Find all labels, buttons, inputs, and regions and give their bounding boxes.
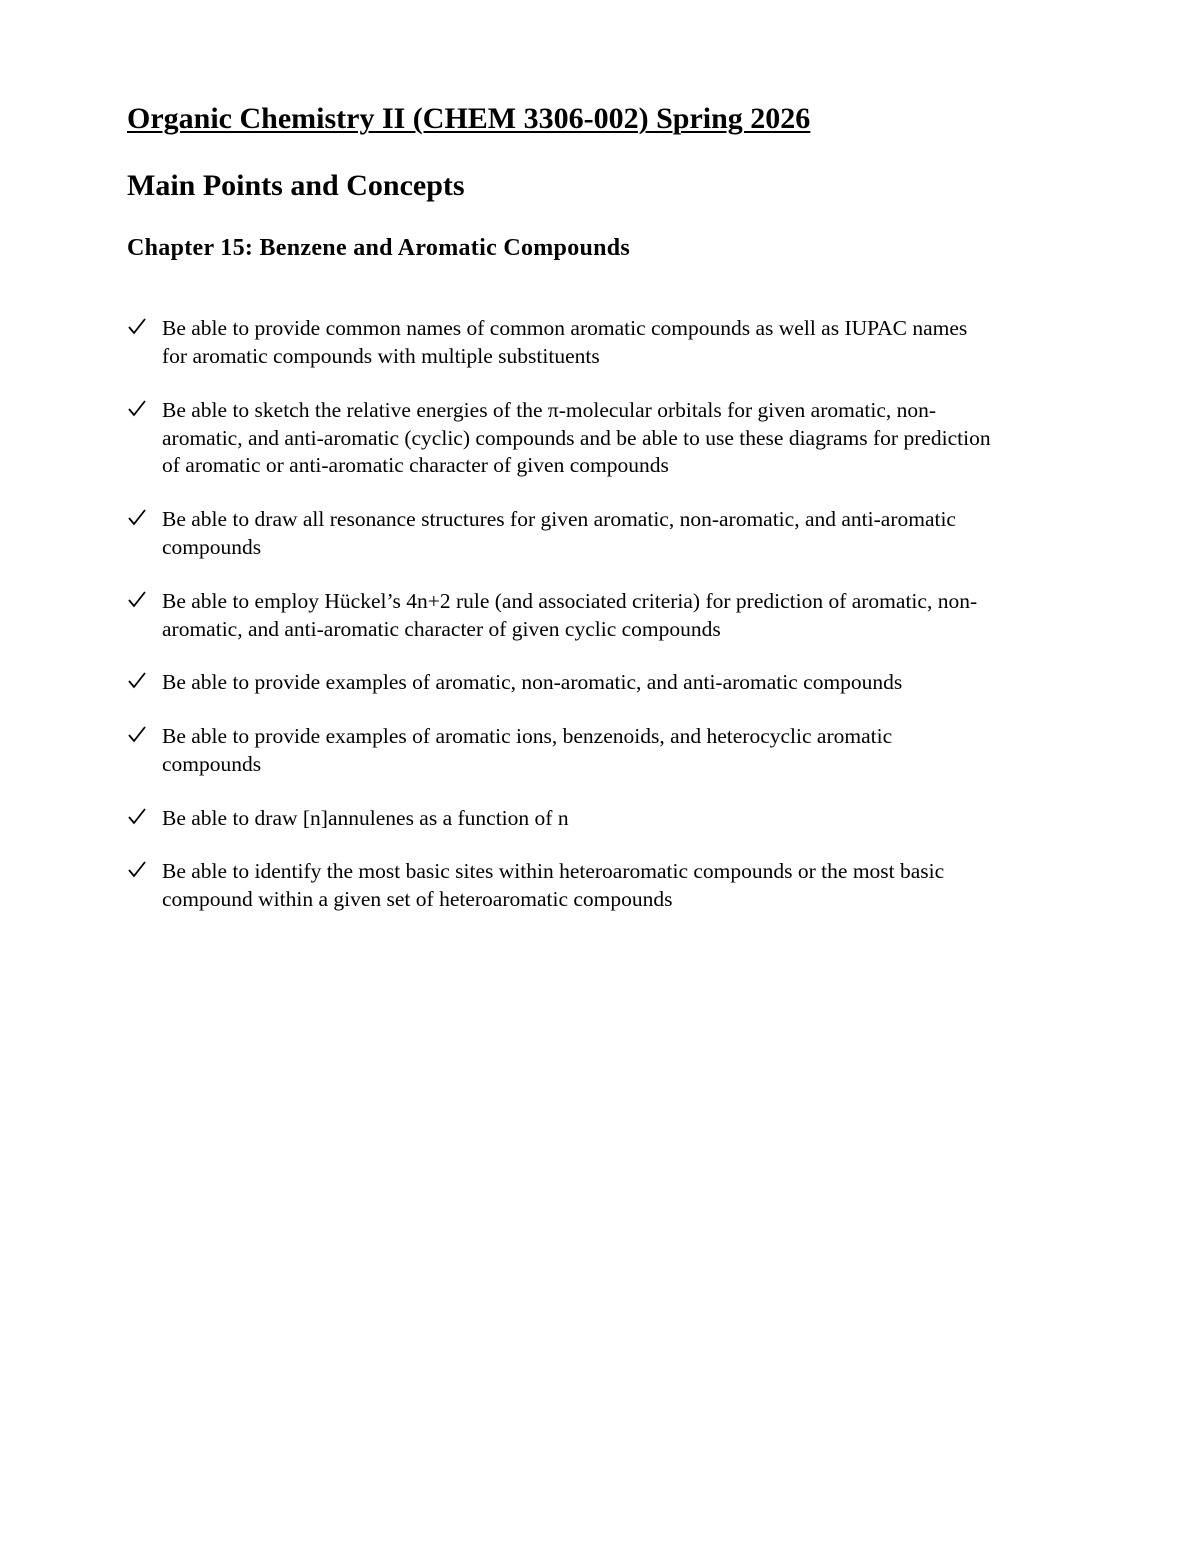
- concept-item: [127, 397, 1077, 480]
- concept-text: Be able to sketch the relative energies of the π-molecular orbitals for given aromatic, non- aromatic, and anti-aromatic (cyclic) compounds and be able to use these diagrams for prediction of aromatic or anti-aromatic character of given compounds: [162, 398, 991, 477]
- chapter-heading: Chapter 15: Benzene and Aromatic Compounds: [127, 235, 631, 261]
- concept-item: [127, 506, 1077, 561]
- concept-text: Be able to identify the most basic sites within heteroaromatic compounds or the most basic compound within a given set of heteroaromatic compounds: [162, 859, 945, 911]
- concept-text: Be able to draw all resonance structures for given aromatic, non-aromatic, and anti-aromatic compounds: [162, 507, 956, 559]
- concept-text: Be able to employ Hückel’s 4n+2 rule (and associated criteria) for prediction of aromatic, non- aromatic, and anti-aromatic character of given cyclic compounds: [162, 589, 978, 641]
- concept-text: Be able to draw [n]annulenes as a function of n: [162, 806, 569, 830]
- concept-item: [127, 805, 1077, 833]
- checkmark-icon: [127, 859, 147, 879]
- checkmark-icon: [127, 316, 147, 336]
- document-subtitle: Main Points and Concepts: [127, 169, 465, 202]
- concept-item: [127, 723, 1077, 778]
- checkmark-icon: [127, 398, 147, 418]
- concept-item: [127, 669, 1077, 697]
- checkmark-icon: [127, 724, 147, 744]
- concept-text: Be able to provide examples of aromatic ions, benzenoids, and heterocyclic aromatic compounds: [162, 724, 893, 776]
- concept-item: [127, 588, 1077, 643]
- concept-item: [127, 858, 1077, 913]
- concept-text: Be able to provide common names of common aromatic compounds as well as IUPAC names for aromatic compounds with multiple substituents: [162, 316, 968, 368]
- checkmark-icon: [127, 507, 147, 527]
- checkmark-icon: [127, 806, 147, 826]
- concept-item: [127, 315, 1077, 370]
- document-title: Organic Chemistry II (CHEM 3306-002) Spring 2026: [127, 102, 811, 135]
- checkmark-icon: [127, 589, 147, 609]
- checkmark-icon: [127, 670, 147, 690]
- concept-text: Be able to provide examples of aromatic, non-aromatic, and anti-aromatic compounds: [162, 670, 903, 694]
